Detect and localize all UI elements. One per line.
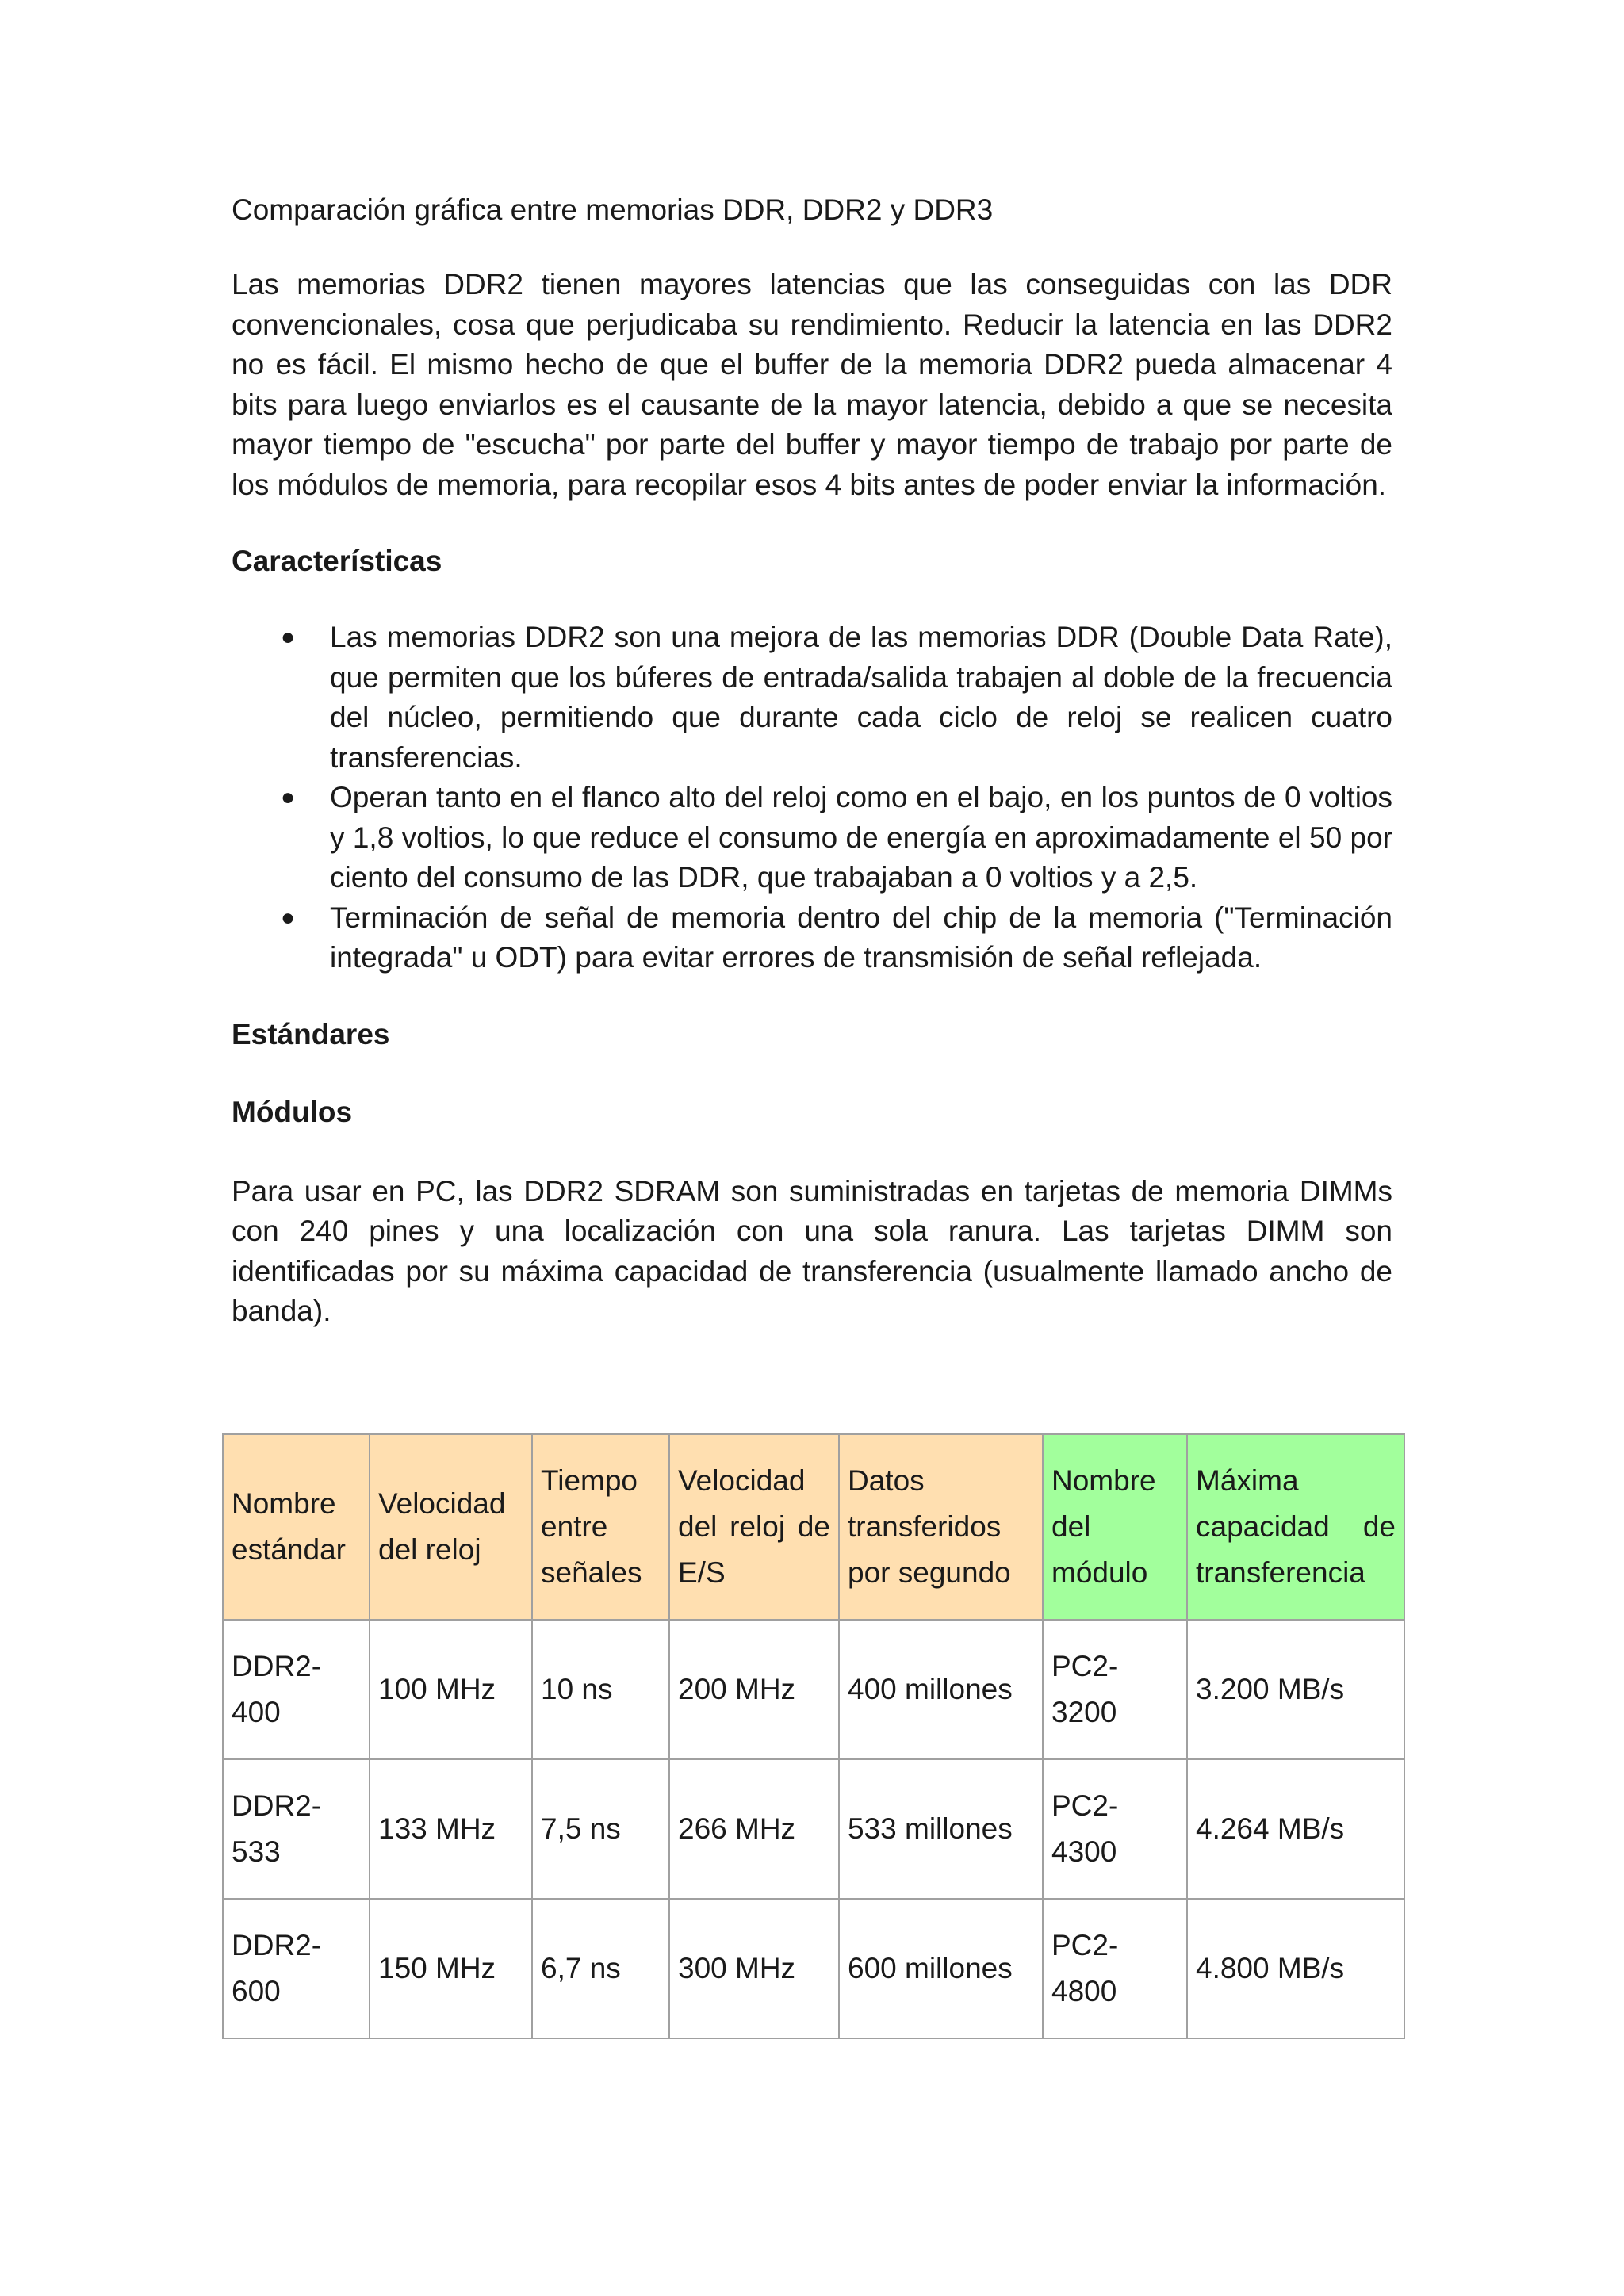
list-item bbox=[232, 778, 1392, 898]
list-item bbox=[232, 898, 1392, 978]
feature-text: Operan tanto en el flanco alto del reloj como en el bajo, en los puntos de 0 voltios y 1,8 voltios, lo que reduce el consumo de energía en aproximadamente el 50 por ciento del consumo de las DDR, que trabajaban a 0 voltios y a 2,5. bbox=[330, 781, 1392, 894]
table-cell: 10 ns bbox=[533, 1621, 668, 1758]
bullet-icon: ● bbox=[281, 784, 296, 810]
table-cell: PC2-4800 bbox=[1044, 1900, 1186, 2038]
table-cell: 150 MHz bbox=[370, 1900, 531, 2038]
table-cell: 200 MHz bbox=[670, 1621, 838, 1758]
intro-paragraph: Las memorias DDR2 tienen mayores latencias que las conseguidas con las DDR convencionales, cosa que perjudicaba su rendimiento. Reducir la latencia en las DDR2 no es fácil. El mismo hecho de que el buffer de la memoria DDR2 pueda almacenar 4 bits para luego enviarlos es el causante de la mayor latencia, debido a que se necesita mayor tiempo de "escucha" por parte del buffer y mayor tiempo de trabajo por parte de los módulos de memoria, para recopilar esos 4 bits antes de poder enviar la información. bbox=[232, 268, 1392, 501]
header-cell: Velocidad del reloj de E/S bbox=[670, 1435, 838, 1619]
table-cell: DDR2-533 bbox=[224, 1760, 369, 1898]
table-cell: DDR2-600 bbox=[224, 1900, 369, 2038]
table-row bbox=[224, 1621, 1404, 1758]
standards-heading: Estándares bbox=[232, 1017, 390, 1050]
header-cell: Máxima capacidad de transferencia bbox=[1188, 1435, 1404, 1619]
features-heading: Características bbox=[232, 545, 442, 577]
bullet-icon: ● bbox=[281, 904, 296, 931]
table-cell: 600 millones bbox=[840, 1900, 1042, 2038]
modules-table-wrapper bbox=[222, 1433, 1405, 2039]
modules-paragraph: Para usar en PC, las DDR2 SDRAM son suministradas en tarjetas de memoria DIMMs con 240 pines y una localización con una sola ranura. Las tarjetas DIMM son identificadas por su máxima capacidad de transferencia (usualmente llamado ancho de banda). bbox=[232, 1174, 1392, 1327]
table-cell: 533 millones bbox=[840, 1760, 1042, 1898]
table-cell: 100 MHz bbox=[370, 1621, 531, 1758]
table-cell: 133 MHz bbox=[370, 1760, 531, 1898]
table-cell: 300 MHz bbox=[670, 1900, 838, 2038]
document-page bbox=[232, 190, 1392, 1332]
feature-text: Las memorias DDR2 son una mejora de las memorias DDR (Double Data Rate), que permiten que los búferes de entrada/salida trabajen al doble de la frecuencia del núcleo, permitiendo que durante cada ciclo de reloj se realicen cuatro transferencias. bbox=[330, 621, 1392, 774]
features-list bbox=[232, 618, 1392, 978]
document-title: Comparación gráfica entre memorias DDR, DDR2 y DDR3 bbox=[232, 193, 994, 226]
header-cell: Nombre estándar bbox=[224, 1435, 369, 1619]
table-header-row bbox=[224, 1435, 1404, 1619]
table-cell: 400 millones bbox=[840, 1621, 1042, 1758]
list-item bbox=[232, 618, 1392, 778]
table-row bbox=[224, 1900, 1404, 2038]
table-cell: 6,7 ns bbox=[533, 1900, 668, 2038]
header-cell: Nombre del módulo bbox=[1044, 1435, 1186, 1619]
feature-text: Terminación de señal de memoria dentro del chip de la memoria ("Terminación integrada" u ODT) para evitar errores de transmisión de señal reflejada. bbox=[330, 901, 1392, 974]
table-row bbox=[224, 1760, 1404, 1898]
table-cell: 7,5 ns bbox=[533, 1760, 668, 1898]
table-cell: 4.800 MB/s bbox=[1188, 1900, 1404, 2038]
modules-table bbox=[222, 1433, 1405, 2039]
table-cell: PC2-3200 bbox=[1044, 1621, 1186, 1758]
bullet-icon: ● bbox=[281, 624, 296, 650]
table-cell: PC2-4300 bbox=[1044, 1760, 1186, 1898]
header-cell: Tiempo entre señales bbox=[533, 1435, 668, 1619]
modules-heading: Módulos bbox=[232, 1095, 353, 1128]
table-cell: 266 MHz bbox=[670, 1760, 838, 1898]
table-cell: 3.200 MB/s bbox=[1188, 1621, 1404, 1758]
header-cell: Datos transferidos por segundo bbox=[840, 1435, 1042, 1619]
table-cell: DDR2-400 bbox=[224, 1621, 369, 1758]
table-cell: 4.264 MB/s bbox=[1188, 1760, 1404, 1898]
header-cell: Velocidad del reloj bbox=[370, 1435, 531, 1619]
